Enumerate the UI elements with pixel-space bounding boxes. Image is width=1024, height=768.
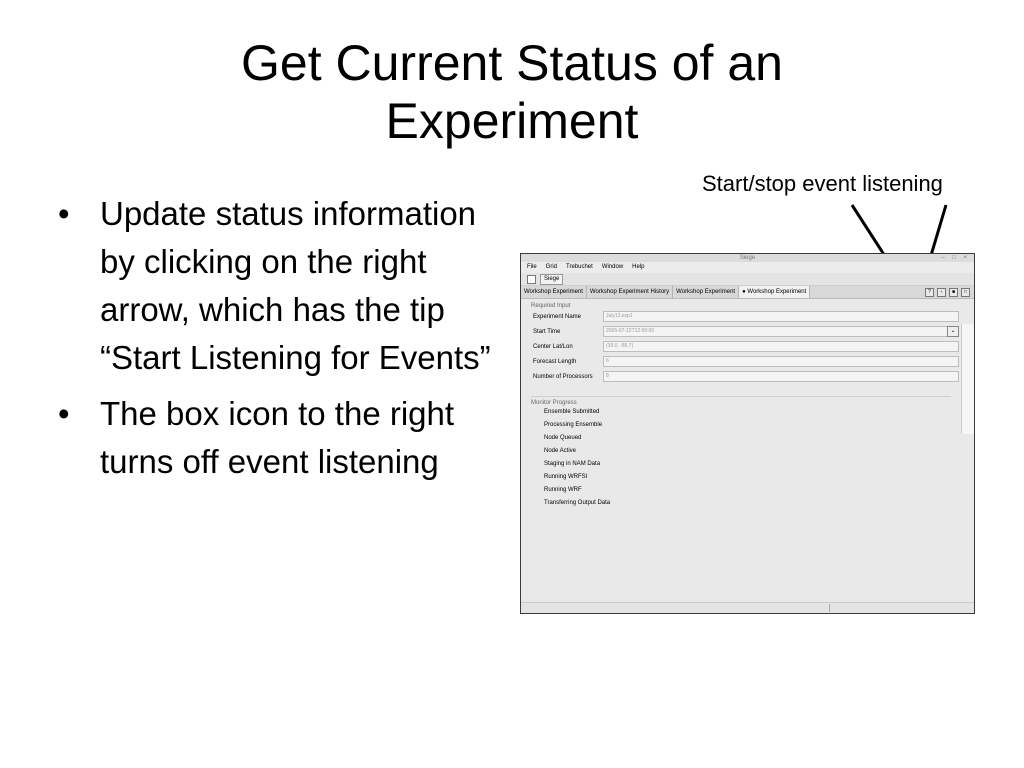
processors-stepper[interactable]: 8 xyxy=(603,371,959,382)
maximize-icon[interactable]: □ xyxy=(961,288,970,297)
monitor-item: Running WRFSI xyxy=(544,474,588,480)
menu-file[interactable]: File xyxy=(527,264,537,270)
menu-bar xyxy=(521,262,974,273)
monitor-progress-section xyxy=(531,396,951,510)
editor-tabs xyxy=(521,286,974,299)
field-row xyxy=(521,354,974,369)
monitor-item: Node Active xyxy=(544,448,577,454)
field-label: Number of Processors xyxy=(533,373,593,380)
side-panel xyxy=(961,324,974,434)
tab-workshop-experiment-active[interactable] xyxy=(739,286,810,298)
bullet-dot: • xyxy=(58,195,70,232)
status-divider xyxy=(829,604,830,612)
field-row xyxy=(521,324,974,339)
monitor-progress-title: Monitor Progress xyxy=(531,400,577,406)
bullet-text: Update status information by clicking on the right arrow, which has the tip “Start Listening for Events” xyxy=(100,195,491,376)
monitor-item: Node Queued xyxy=(544,435,582,441)
app-window-screenshot xyxy=(520,253,975,614)
bullet-list xyxy=(58,190,508,494)
bullet-dot: • xyxy=(58,395,70,432)
required-input-title: Required Input xyxy=(531,303,571,309)
monitor-item: Transferring Output Data xyxy=(544,500,611,506)
tab-toolbar xyxy=(925,288,970,297)
monitor-item: Staging in NAM Data xyxy=(544,461,601,467)
start-time-field[interactable]: 2006-07-12T12:00:00 xyxy=(603,326,959,337)
perspective-icon[interactable] xyxy=(527,275,536,284)
tab-workshop-experiment[interactable]: Workshop Experiment xyxy=(521,286,587,298)
toolbar xyxy=(521,273,974,286)
window-controls[interactable]: – □ × xyxy=(941,255,970,261)
field-row xyxy=(521,339,974,354)
window-title: Siege xyxy=(739,255,756,261)
stop-listening-box-icon[interactable]: ■ xyxy=(949,288,958,297)
siege-perspective-button[interactable]: Siege xyxy=(540,274,563,285)
field-row xyxy=(521,309,974,324)
field-label: Center Lat/Lon xyxy=(533,343,573,350)
field-label: Start Time xyxy=(533,328,561,335)
help-icon[interactable]: ? xyxy=(925,288,934,297)
callout-label: Start/stop event listening xyxy=(702,171,943,196)
field-row xyxy=(521,369,974,384)
monitor-item: Running WRF xyxy=(544,487,582,493)
slide-title-line1: Get Current Status of an xyxy=(241,35,783,91)
monitor-item: Processing Ensemble xyxy=(544,422,603,428)
status-bar xyxy=(521,602,974,613)
start-listening-arrow-icon[interactable]: › xyxy=(937,288,946,297)
bullet-item xyxy=(58,390,508,486)
menu-window[interactable]: Window xyxy=(601,264,624,270)
slide-title-line2: Experiment xyxy=(385,93,639,149)
tab-workshop-experiment-history[interactable]: Workshop Experiment History xyxy=(587,286,673,298)
monitor-item: Ensemble Submitted xyxy=(544,409,600,415)
menu-grid[interactable]: Grid xyxy=(545,264,558,270)
experiment-icon: ● xyxy=(742,289,748,295)
field-label: Experiment Name xyxy=(533,313,582,320)
field-label: Forecast Length xyxy=(533,358,577,365)
tab-workshop-experiment-2[interactable]: Workshop Experiment xyxy=(673,286,739,298)
tab-label: Workshop Experiment xyxy=(747,289,807,295)
bullet-text: The box icon to the right turns off event listening xyxy=(100,395,455,480)
center-latlon-field[interactable]: (39.0, -85.7) xyxy=(603,341,959,352)
experiment-name-field[interactable]: July13.exp1 xyxy=(603,311,959,322)
forecast-length-stepper[interactable]: 6 xyxy=(603,356,959,367)
window-titlebar xyxy=(521,254,974,262)
menu-help[interactable]: Help xyxy=(632,264,645,270)
bullet-item xyxy=(58,190,508,382)
chevron-down-icon[interactable]: ⌄ xyxy=(947,326,959,337)
menu-trebuchet[interactable]: Trebuchet xyxy=(566,264,593,270)
